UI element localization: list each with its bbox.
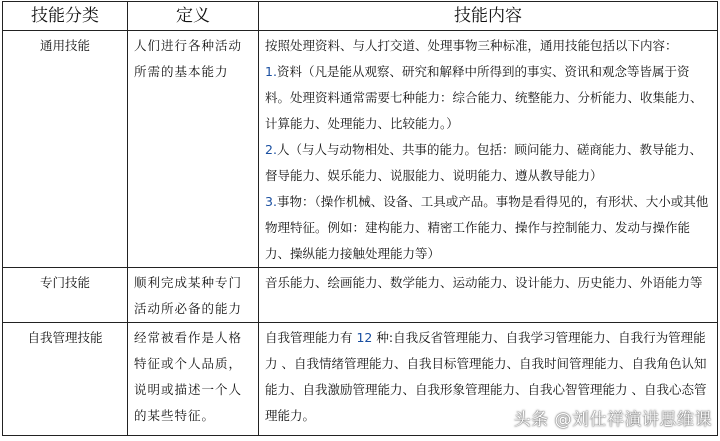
header-category: 技能分类 [3, 2, 128, 31]
table-row [3, 31, 718, 268]
content-item [265, 189, 711, 267]
content-text: 种:自我反省管理能力、自我学习管理能力、自我行为管理能力 、自我情绪管理能力、自我目标管理能力、自我时间管理能力、自我角色认知能力、自我激励管理能力、自我形象管理能力、自我心智管理能力 、自我心态管理能力。 [265, 330, 707, 423]
item-text: 人（与人与动物相处、共事的能力。包括：顾问能力、磋商能力、教导能力、督导能力、娱乐能力、说服能力、说明能力、遵从教导能力） [265, 142, 702, 183]
definition-cell: 人们进行各种活动所需的基本能力 [128, 31, 259, 268]
content-text: 自我管理能力有 [265, 330, 357, 345]
table-row [3, 268, 718, 323]
skills-table [2, 1, 718, 436]
header-row [3, 2, 718, 31]
category-cell: 通用技能 [3, 31, 128, 268]
category-cell: 专门技能 [3, 268, 128, 323]
content-number: 12 [356, 330, 373, 345]
item-text: 资料（凡是能从观察、研究和解释中所得到的事实、资讯和观念等皆属于资料。处理资料通常需要七种能力：综合能力、统整能力、分析能力、收集能力、计算能力、处理能力、比较能力。） [265, 64, 703, 131]
item-text: 事物：（操作机械、设备、工具或产品。事物是看得见的，有形状、大小或其他物理特征。例如：建构能力、精密工作能力、操作与控制能力、发动与操作能力、操纵能力接触处理能力等） [265, 194, 709, 261]
definition-cell: 顺利完成某种专门活动所必备的能力 [128, 268, 259, 323]
content-cell [259, 31, 718, 268]
content-intro: 按照处理资料、与人打交道、处理事物三种标准，通用技能包括以下内容： [265, 38, 678, 53]
item-number: 2. [265, 142, 277, 157]
content-item [265, 59, 711, 137]
watermark: 头条 @刘仕祥演讲思维课 [513, 410, 712, 430]
header-content: 技能内容 [259, 2, 718, 31]
header-definition: 定义 [128, 2, 259, 31]
content-cell: 音乐能力、绘画能力、数学能力、运动能力、设计能力、历史能力、外语能力等 [259, 268, 718, 323]
category-cell: 自我管理技能 [3, 323, 128, 436]
item-number: 1. [265, 64, 277, 79]
content-item [265, 137, 711, 189]
item-number: 3. [265, 194, 277, 209]
definition-cell: 经常被看作是人格特征或个人品质，说明或描述一个人的某些特征。 [128, 323, 259, 436]
